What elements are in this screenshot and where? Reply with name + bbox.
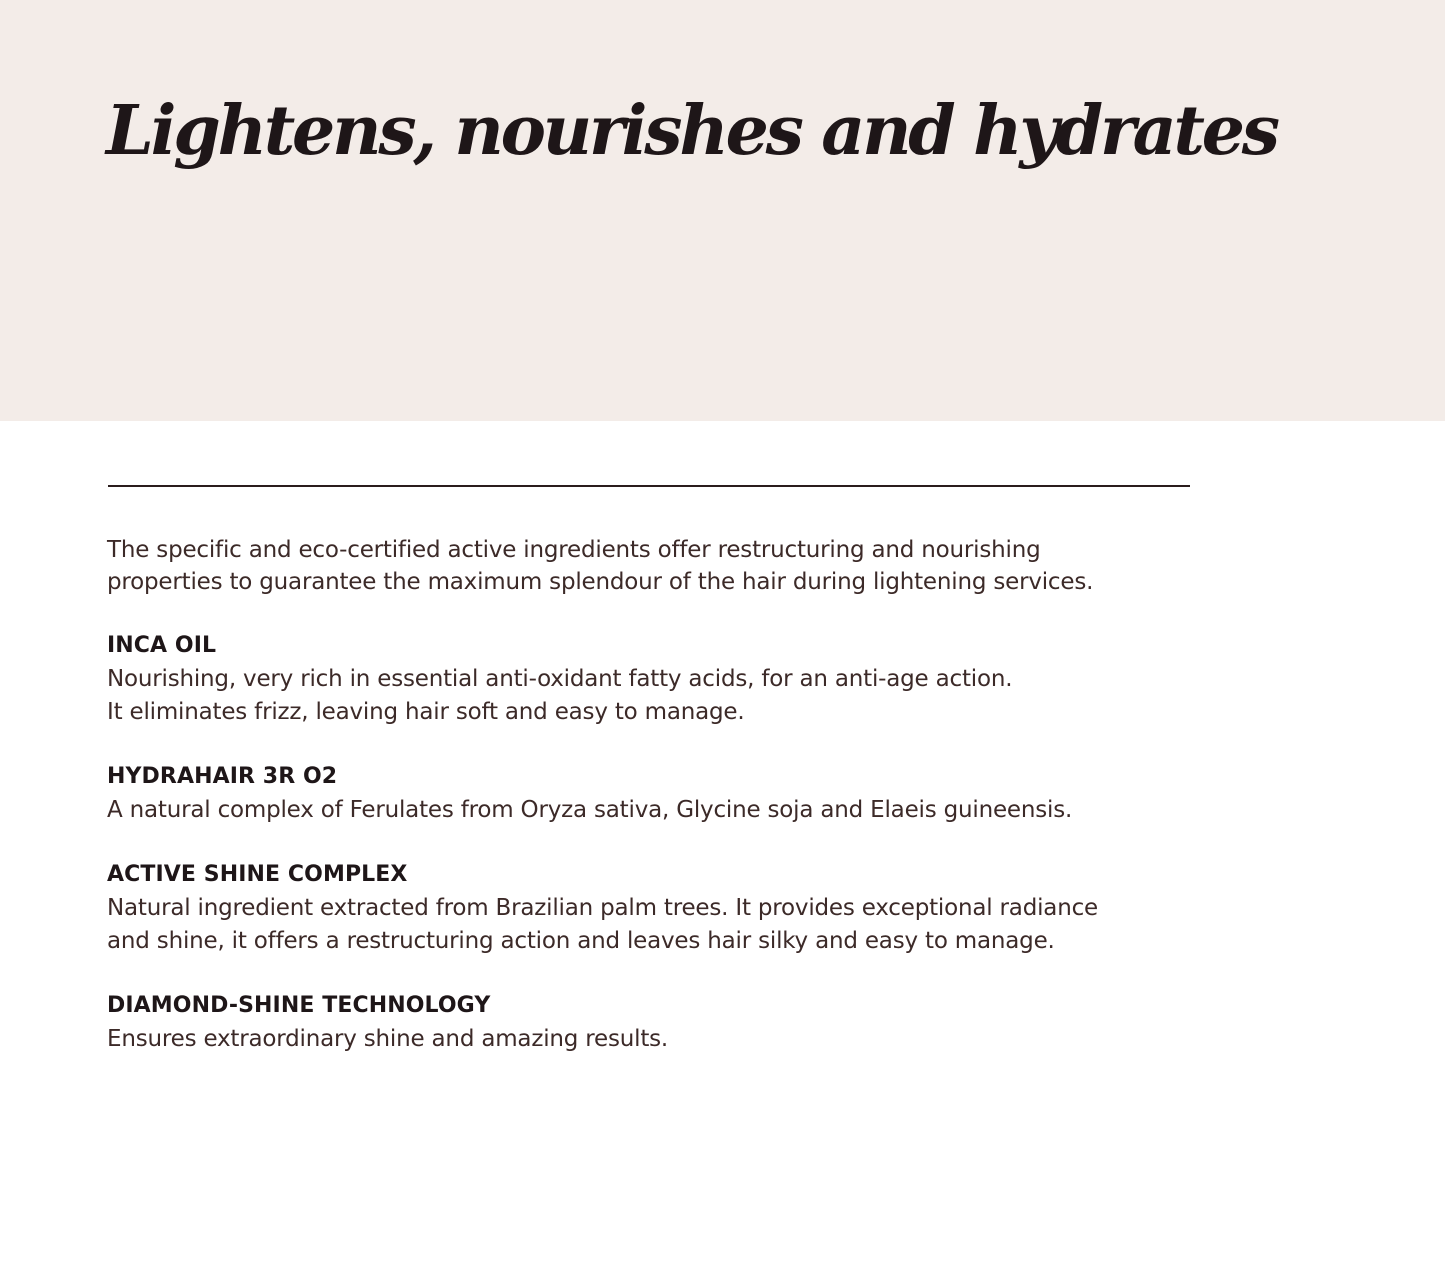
- ingredient-name: DIAMOND-SHINE TECHNOLOGY: [107, 993, 491, 1018]
- intro-paragraph: [107, 534, 1287, 598]
- main-content: [107, 534, 1287, 1056]
- ingredient-name: HYDRAHAIR 3R O2: [107, 764, 338, 789]
- ingredient-description: [107, 794, 1287, 827]
- description-line: Ensures extraordinary shine and amazing results.: [107, 1026, 669, 1052]
- ingredient-description: [107, 1023, 1287, 1056]
- description-line: Nourishing, very rich in essential anti-oxidant fatty acids, for an anti-age action.: [107, 666, 1013, 692]
- description-line: Natural ingredient extracted from Brazilian palm trees. It provides exceptional radiance: [107, 895, 1098, 921]
- description-line: A natural complex of Ferulates from Oryza sativa, Glycine soja and Elaeis guineensis.: [107, 797, 1073, 823]
- hero-banner: [0, 0, 1445, 421]
- description-line: and shine, it offers a restructuring action and leaves hair silky and easy to manage.: [107, 928, 1055, 954]
- ingredient-hydrahair: [107, 760, 1287, 827]
- ingredient-description: [107, 892, 1287, 958]
- description-line: It eliminates frizz, leaving hair soft and easy to manage.: [107, 699, 745, 725]
- divider-line: [108, 485, 1190, 487]
- ingredient-inca-oil: [107, 629, 1287, 729]
- ingredient-diamond-shine: [107, 989, 1287, 1056]
- intro-line: properties to guarantee the maximum splendour of the hair during lightening services.: [107, 569, 1094, 595]
- page-title: Lightens, nourishes and hydrates: [106, 91, 1277, 171]
- ingredient-description: [107, 663, 1287, 729]
- ingredient-active-shine-complex: [107, 858, 1287, 958]
- ingredient-name: ACTIVE SHINE COMPLEX: [107, 862, 408, 887]
- ingredient-name: INCA OIL: [107, 633, 217, 658]
- intro-line: The specific and eco-certified active ingredients offer restructuring and nourishing: [107, 537, 1041, 563]
